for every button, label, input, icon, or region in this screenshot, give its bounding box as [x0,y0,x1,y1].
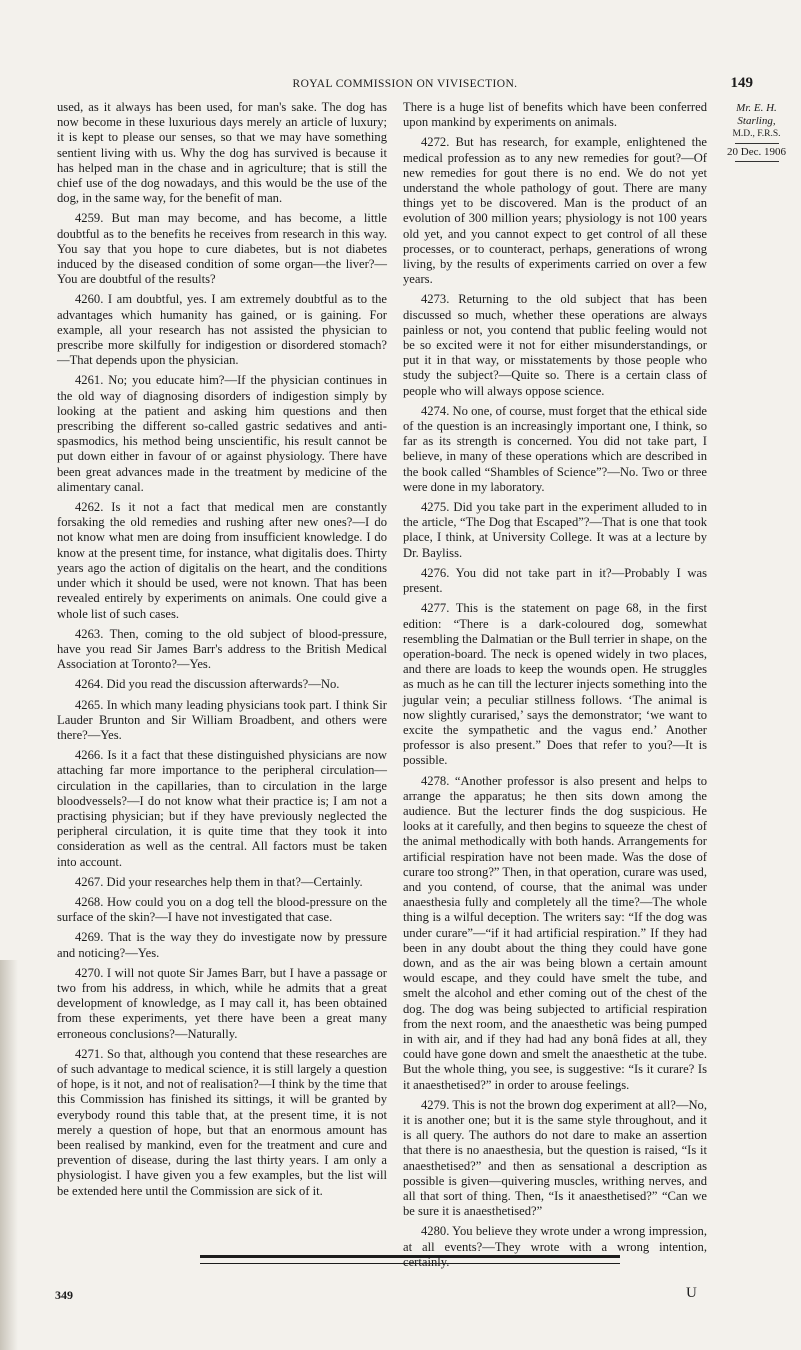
sheet-number: 349 [55,1288,73,1302]
paragraph: 4264. Did you read the discussion afterwards?—No. [75,677,340,692]
paragraph: There is a huge list of benefits which have been conferred upon mankind by experiments on animals. [403,100,707,130]
paragraph: 4280. You believe they wrote under a wrong impression, at all events?—They wrote with a wrong intention, certainly. [403,1224,707,1269]
page-number: 149 [730,75,753,91]
witness-name: Mr. E. H. [736,102,777,114]
paragraph: 4272. But has research, for example, enlightened the medical profession as to any new remedies for gout?—Of new remedies for gout there is no end. We do not yet understand the whole pathology of gout. There are many things yet to be discovered. Man is the product of an evolution of 300 million years; physiology is not 100 years old yet, and you cannot expect to get control of all these processes, or to counteract, perhaps, generations of wrong living, by the results of experiments carried on over a few years. [403,135,707,287]
paragraph: 4259. But man may become, and has become, a little doubtful as to the benefits he receives from research in this way. You say that you hope to cure diabetes, but is not diabetes induced by the diseased condition of some organ—the liver?—You are doubtful of the results? [57,211,387,287]
witness-date: 20 Dec. 1906 [727,146,786,158]
paragraph: 4267. Did your researches help them in that?—Certainly. [75,874,363,889]
footer-rule-thin [200,1263,620,1264]
paragraph: 4279. This is not the brown dog experiment at all?—No, it is another one; but it is the same style throughout, and it is all query. The authors do not dare to make an assertion that there is no anaesthesia, but the question is raised, “Is it anaesthetised?” and then as sensational a description as possible is given—quivering muscles, writhing nerves, and all that sort of thing. Then, “Is it anaesthetised?” “Can we be sure it is anaesthetised?” [403,1097,707,1219]
paragraph: 4266. Is it a fact that these distinguished physicians are now attaching far more importance to the peripheral circulation—circulation in the capillaries, than to circulation in the large bloodvessels?—I do not know what their practice is; I am not a practising physician; but if they have previously neglected the peripheral circulation, it is quite time that they took it into consideration as well as the central. All factors must be taken into account. [57,748,387,869]
signature-mark: U [686,1285,697,1301]
paragraph: 4277. This is the statement on page 68, in the first edition: “There is a dark-coloured dog, somewhat resembling the Dalmatian or the Bull terrier in shape, on the operation-board. The neck is opened widely in two places, and there are loads to keep the wounds open. He struggles as much as he can till the lecturer injects something into the jugular vein; a peculiar stillness follows. ‘The animal is now slightly curarised,’ says the demonstrator; ‘we want to excite the sympathetic and the vagus end.’ Another professor is also present.” Does that refer to you?—It is possible. [403,601,707,768]
paragraph: 4276. You did not take part in it?—Probably I was present. [403,565,707,596]
margin-note [714,102,799,164]
paragraph: 4275. Did you take part in the experiment alluded to in the article, “The Dog that Escaped”?—That is one that took place, I think, at University College. It was at a lecture by Dr. Bayliss. [403,500,707,560]
witness-degrees: M.D., F.R.S. [732,129,781,139]
paragraph: 4269. That is the way they do investigate now by pressure and noticing?—Yes. [57,930,387,960]
paragraph: 4274. No one, of course, must forget that the ethical side of the question is an increasingly important one, I think, so far as its strength is concerned. You did not take part, I believe, in many of these operations which are described in the book called “Shambles of Science”?—No. Two or three were done in my laboratory. [403,403,707,494]
paragraph: 4273. Returning to the old subject that has been discussed so much, whether these operations are always painless or not, you contend that public feeling would not be so excited were it not for either misunderstandings, or put it in that way, or misstatements by those people who study the subject?—Quite so. There is a certain class of people who will always oppose science. [403,292,707,398]
left-column [57,100,387,1204]
witness-name-2: Starling, [737,115,776,127]
paragraph: 4261. No; you educate him?—If the physician continues in the old way of diagnosing disorders of indigestion simply by looking at the patient and asking him questions and then prescribing the different so-called gastric sedatives and anti-spasmodics, his method being unscientific, his result cannot be put down either in favour of or against physiology. There have been great advances made in the treatment by medicine of the alimentary canal. [57,373,387,494]
paragraph: 4268. How could you on a dog tell the blood-pressure on the surface of the skin?—I have not investigated that case. [57,894,387,925]
paragraph: 4262. Is it not a fact that medical men are constantly forsaking the old remedies and rushing after new ones?—I do not know what men are doing from insufficient knowledge. I do know at the present time, for instance, what digitalis does. Thirty years ago the action of digitalis on the heart, and the conditions under which it should be used, were not known. That has been revealed entirely by experiments on animals. One could give a whole list of such cases. [57,500,387,621]
paragraph: 4271. So that, although you contend that these researches are of such advantage to medical science, it is still largely a question of hope, is it not, and not of realisation?—I think by the time that this Commission has finished its sittings, it will be granted by everybody round this table that, at the present time, it is not merely a question of hope, but that an enormous amount has been realised by mankind, even for the treatment and cure and prevention of disease, during the last thirty years. I am only a physiologist. I have given you a few examples, but the list will be extended here until the Commission are sick of it. [57,1046,387,1198]
running-head: ROYAL COMMISSION ON VIVISECTION. [292,78,518,90]
paragraph: 4265. In which many leading physicians took part. I think Sir Lauder Brunton and Sir William Broadbent, and others were there?—Yes. [57,697,387,742]
margin-rule-2 [735,161,779,162]
paragraph: 4263. Then, coming to the old subject of blood-pressure, have you read Sir James Barr's address to the British Medical Association at Toronto?—Yes. [57,626,387,672]
margin-rule [735,143,779,144]
right-column [403,100,707,1275]
paragraph: 4278. “Another professor is also present and helps to arrange the apparatus; he then sits down among the audience. But the lecturer finds the dog suspicious. He looks at it carefully, and then begins to squeeze the chest of the animal methodically with both hands. Arrangements for artificial respiration have not been made. Was the dose of curare too strong?” Then, in that operation, curare was used, and you contend, of course, that the animal was under anaesthesia fully and completely all the time?—The whole thing is a wilful deception. The writers say: “If the dog was under curare”—“if it had artificial respiration.” If they had been in any doubt about the thing they could have gone down, and as the air was being blown a certain amount would escape, and they could have smelt the tube, and smelt the alcohol and ether coming out of the chest of the dog. The dog was being subjected to artificial respiration from the next room, and the anaesthetic was being pumped in with air, and if they had had any bonâ fides at all, they could have gone down and smelt the anaesthetic at the tube. But the whole thing, you see, is suggestive: “Is it curare? Is it anaesthetised?” in order to arouse feelings. [403,773,708,1092]
paragraph: 4260. I am doubtful, yes. I am extremely doubtful as to the advantages which humanity has gained, or is gaining. For example, all your research has not assisted the physician to prescribe more skilfully for indigestion or disordered stomach?—That depends upon the physician. [57,292,387,368]
footer-rule-thick [200,1255,620,1258]
paragraph: 4270. I will not quote Sir James Barr, but I have a passage or two from his address, in which, while he admits that a great development of knowledge, as I may call it, has been obtained from these experiments, yet there have been a great many erroneous conclusions?—Naturally. [57,965,387,1041]
page-edge-shadow [0,960,18,1350]
paragraph: used, as it always has been used, for man's sake. The dog has now become in these luxurious days merely an article of luxury; it is kept to please our senses, so that we may have something sentient living with us. Why the dog has survived is because it has helped man in the chase and in agriculture; that is still the chief use of the dog nowadays, and this would be the use of the dog, in the same way, for the benefit of man. [57,100,387,206]
